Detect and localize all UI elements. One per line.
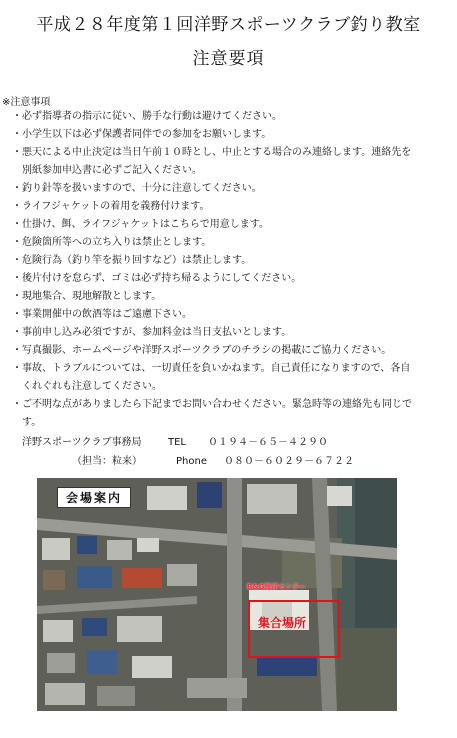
list-item: ・仕掛け、餌、ライフジャケットはこちらで用意します。	[12, 219, 269, 230]
list-item: ・事前申し込み必須ですが、参加料金は当日支払いとします。	[12, 327, 292, 338]
phone-number: ０８０－６０２９－６７２２	[224, 456, 354, 467]
list-item: ・小学生以下は必ず保護者同伴での参加をお願いします。	[12, 129, 272, 140]
map-label: 会場案内	[57, 487, 131, 508]
list-item: ・現地集合、現地解散とします。	[12, 291, 162, 302]
tel-label: TEL	[168, 437, 186, 448]
list-item: ・事故、トラブルについては、一切責任を負いかねます。自己責任になりますので、各自 くれぐれも注意してください。	[12, 363, 411, 392]
facility-label: B&G海洋センター	[247, 583, 306, 591]
list-item: ・危険箇所等への立ち入りは禁止とします。	[12, 237, 212, 248]
list-item: ・後片付けを怠らず、ゴミは必ず持ち帰るようにしてください。	[12, 273, 302, 284]
list-item: ・危険行為（釣り竿を振り回すなど）は禁止します。	[12, 255, 252, 266]
page-subtitle: 注意要項	[192, 49, 265, 69]
contact-block	[22, 433, 354, 471]
tel-number: ０１９４－６５－４２９０	[208, 437, 328, 448]
phone-label: Phone	[176, 456, 207, 467]
contact-row-phone	[22, 452, 354, 471]
contact-person: （担当：粒来）	[72, 456, 142, 467]
list-item: ・必ず指導者の指示に従い、勝手な行動は避けてください。	[12, 111, 282, 122]
list-item: ・釣り針等を扱いますので、十分に注意してください。	[12, 183, 262, 194]
aerial-photo	[37, 478, 397, 711]
list-item: ・写真撮影、ホームページや洋野スポーツクラブのチラシの掲載にご協力ください。	[12, 345, 392, 356]
list-item: ・ご不明な点がありましたら下記までお問い合わせください。緊急時等の連絡先も同じで す。	[12, 399, 412, 428]
contact-row-tel	[22, 433, 354, 452]
meeting-place-label: 集合場所	[258, 616, 307, 630]
venue-map	[37, 478, 397, 711]
list-item: ・ライフジャケットの着用を義務付けます。	[12, 201, 210, 212]
list-item: ・事業開催中の飲酒等はご遠慮下さい。	[12, 309, 192, 320]
notes-list	[12, 108, 450, 432]
contact-org: 洋野スポーツクラブ事務局	[22, 437, 142, 448]
notes-heading: ※注意事項	[2, 97, 51, 108]
page-title: 平成２８年度第１回洋野スポーツクラブ釣り教室	[36, 15, 421, 35]
list-item: ・悪天による中止決定は当日午前１０時とし、中止とする場合のみ連絡します。連絡先を 別紙参加申込書に必ずご記入ください。	[12, 147, 412, 176]
